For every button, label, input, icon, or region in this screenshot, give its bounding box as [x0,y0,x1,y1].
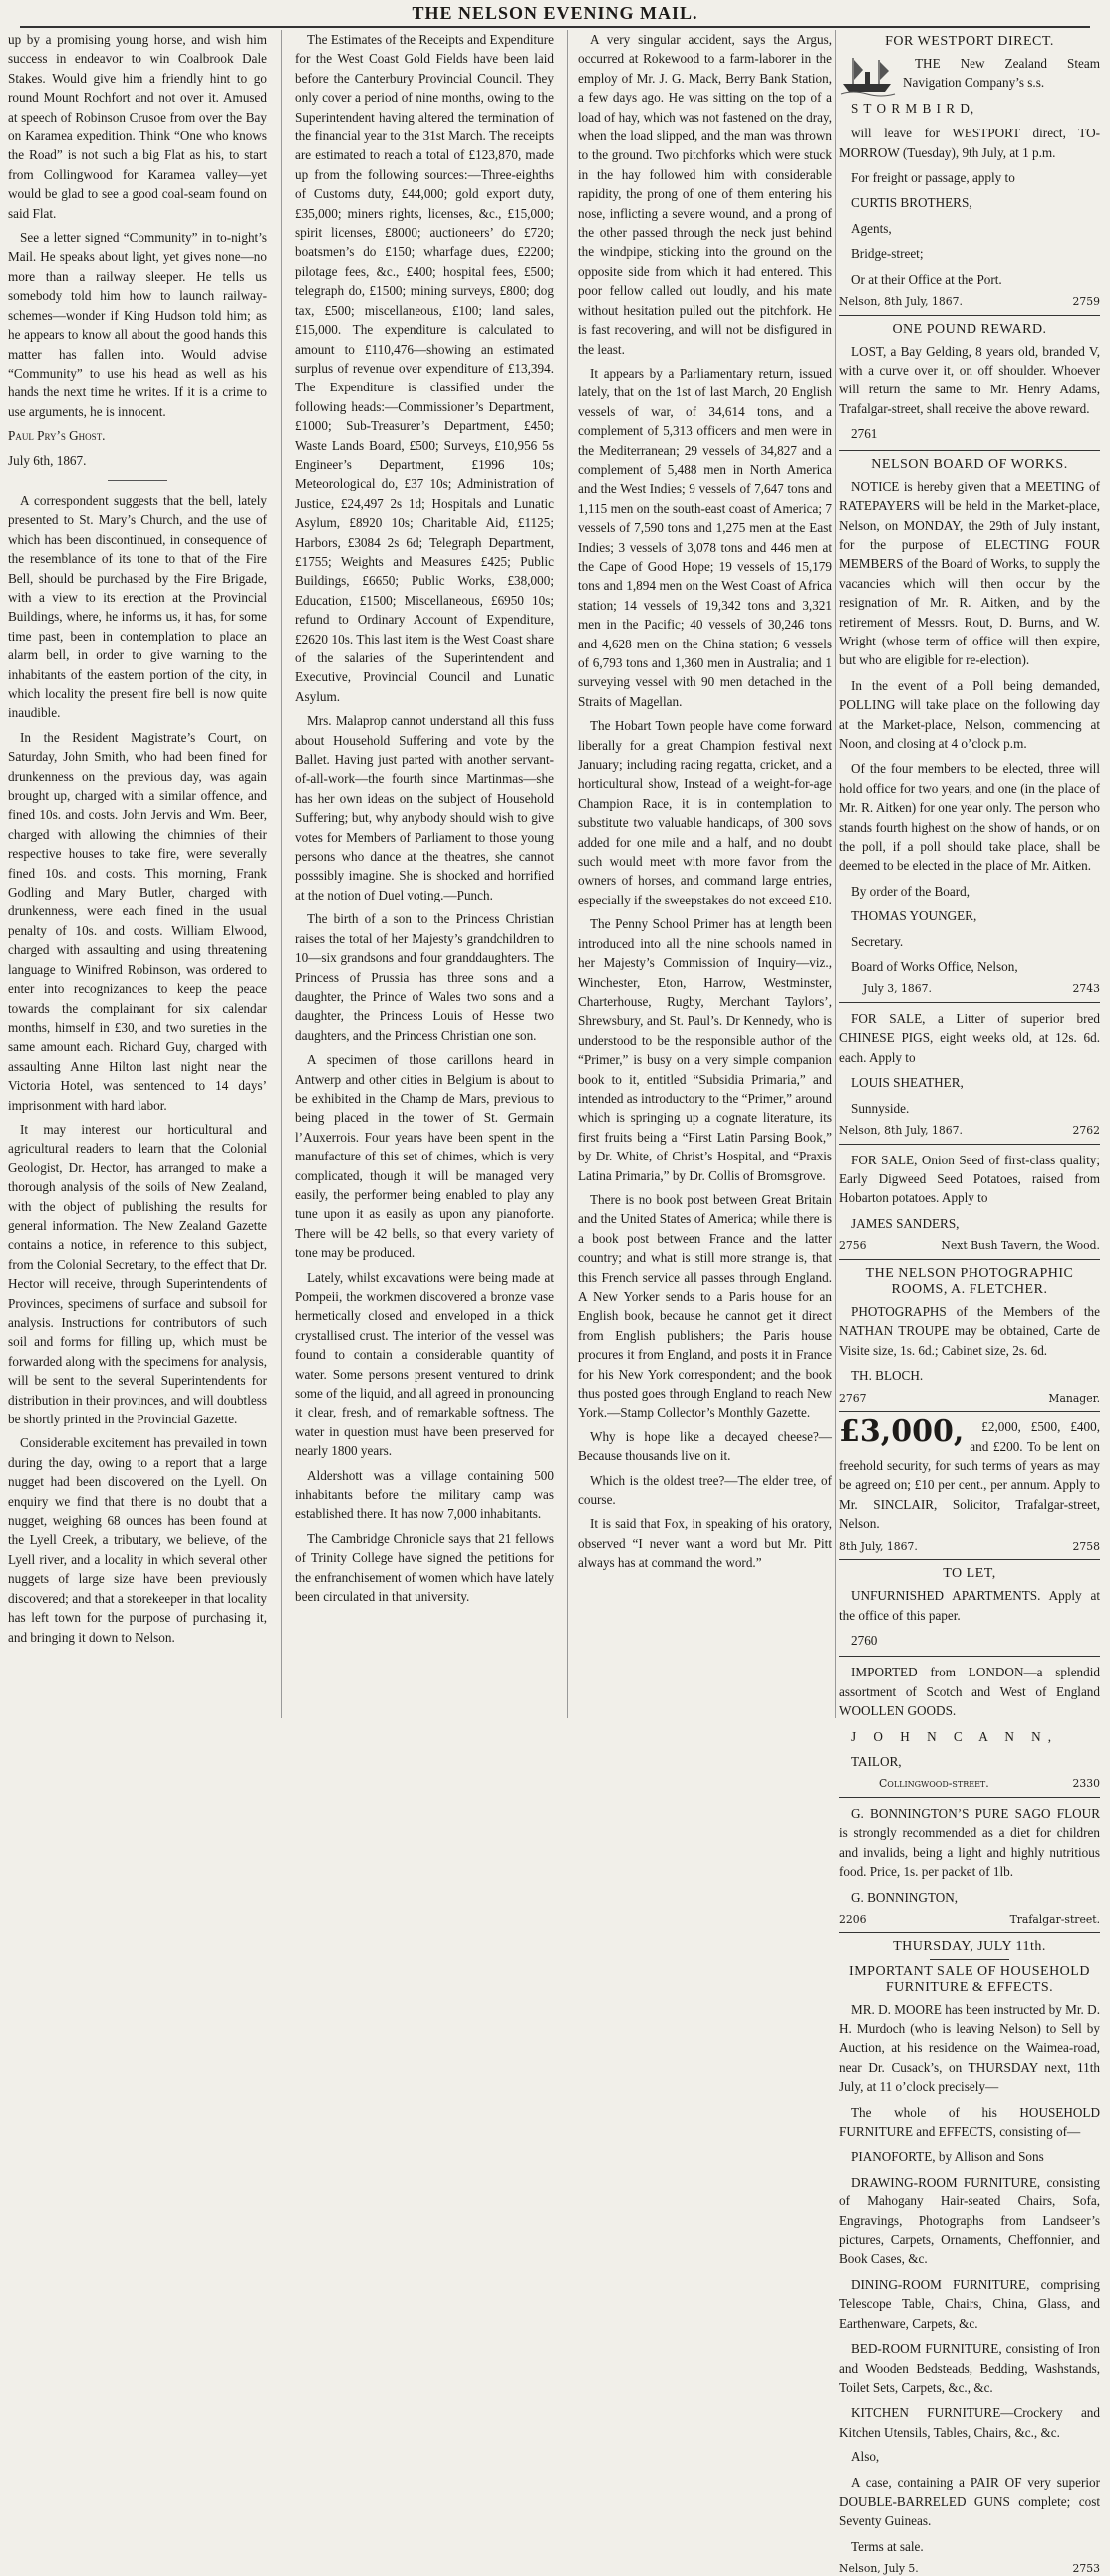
article-paragraph: Aldershott was a village containing 500 inhabitants before the military camp was established there. It has now 7,000 inhabitants. [295,1467,554,1522]
ad-board-of-works [839,457,1100,996]
ad-number: 2743 [1072,982,1100,996]
ad-date: Nelson, 8th July, 1867. [839,295,963,309]
ad-title: ONE POUND REWARD. [892,321,1047,337]
ad-footer [839,982,1100,996]
ad-number: 2756 [839,1239,867,1253]
ad-title: THE NELSON PHOTOGRAPHIC ROOMS, A. FLETCHER. [865,1265,1074,1297]
masthead [0,0,1110,26]
ad-text: UNFURNISHED APARTMENTS. Apply at the office of this paper. [839,1588,1100,1623]
ad-john-cann [839,1663,1100,1791]
ad-date-heading: THURSDAY, JULY 11th. [893,1938,1046,1954]
ad-divider [839,1559,1100,1560]
ad-sago-flour [839,1804,1100,1927]
ad-title: TO LET, [943,1566,996,1582]
ad-signatory: G. BONNINGTON, [851,1889,959,1905]
ad-text: G. BONNINGTON’S PURE SAGO FLOUR is strongly recommended as a diet for children and invalids, being a light and highly nutritious food. Price, 1s. per packet of 1lb. [839,1805,1100,1880]
ad-text: The whole of his HOUSEHOLD FURNITURE and EFFECTS, consisting of— [839,2104,1100,2140]
article-paragraph: A very singular accident, says the Argus, occurred at Rokewood to a farm-laborer in the employ of Mr. J. G. Mack, Berry Bank Station, a few days ago. He was sitting on the top of a load of hay, which was not fastened on the dray, when the load slipped, and the man was thrown to the ground. Two pitchforks which were stuck in the hay followed him with considerable rapidity, the prong of one of them entering his nose, inflicting a severe wound, and a prong of the other passed through the neck just behind the windpipe, sticking into the ground on the opposite side from which it had entered. This poor fellow called out loudly, and his mate without hesitation pulled out the pitchfork. He is fast recovering, and will not be disfigured in the least. [578,32,832,357]
article-divider [108,480,167,481]
ad-list-item: DINING-ROOM FURNITURE, comprising Telescope Table, Chairs, China, Glass, and Earthenware, Carpets, &c. [839,2276,1100,2331]
article-paragraph: The Penny School Primer has at length been introduced into all the nine schools named in her Majesty’s Commission of Inquiry—viz., Winchester, Eton, Harrow, Westminster, Charterhouse, Rugby, Merchant Taylors’, Shrewsbury, and St. Paul’s. Dr Kennedy, who is understood to be the responsible author of the “Primer,” is busy on a very simple companion book to it, entitled “Subsidia Primaria,” and intended as introductory to the “Primer,” around which is springing up a cognate literature, its first fruits being a “First Latin Parsing Book,” by Dr. White, of Christ’s Hospital, and “Praxis Latina Primaria,” by Dr. Collis of Bromsgrove. [578,916,832,1183]
ad-signatory: J O H N C A N N, [851,1728,1058,1744]
ad-text: Collingwood-street. [879,1777,989,1791]
ad-signatory: LOUIS SHEATHER, [851,1075,964,1091]
masthead-rule [20,26,1090,28]
ad-divider [839,1259,1100,1260]
ad-text: PHOTOGRAPHS of the Members of the NATHAN TROUPE may be obtained, Carte de Visite size, 1s. 6d.; Cabinet size, 2s. 6d. [839,1303,1100,1358]
advertisements-column [839,30,1100,2576]
ad-footer [839,1124,1100,1138]
ad-footer [839,1239,1100,1253]
ad-date: Nelson, 8th July, 1867. [839,1124,963,1138]
ad-text: For freight or passage, apply to [851,170,1015,186]
column-1 [8,30,267,1718]
letter-date: July 6th, 1867. [8,452,87,468]
ad-text: Terms at sale. [851,2538,924,2554]
article-paragraph: Mrs. Malaprop cannot understand all this fuss about Household Suffering and vote by the Ballet. Having just parted with another servant-of-all-work—the fourth since Martinmas—she has her own ideas on the subject of Household Suffering; but, why anybody should wish to give votes for Members of Parliament to those young persons who dance at the theatres, she cannot posssibly imagine. She is shocked and horrified at the notion of Duel voting.—Punch. [295,713,554,902]
ad-title: NELSON BOARD OF WORKS. [871,456,1068,472]
column-divider [567,30,568,1718]
ad-divider [839,315,1100,316]
ad-divider [839,1932,1100,1933]
ad-onion-seed [839,1151,1100,1253]
article-paragraph: Which is the oldest tree?—The elder tree, of course. [578,1472,832,1508]
ad-pigs [839,1009,1100,1138]
ship-name: S T O R M B I R D, [851,100,975,116]
ad-text: Board of Works Office, Nelson, [851,959,1018,975]
article-paragraph: It appears by a Parliamentary return, issued lately, that on the 1st of last March, 20 English vessels of war, of 34,614 tons, and a complement of 5,313 officers and men were in the Mediterranean; 29 vessels of 34,827 and a complement of 5,488 men in North America and the West Indies; 9 vessels of 7,647 tons and 1,115 men on the south-east coast of America; 7 vessels of 7,590 tons and 1,275 men at the East Indies; 3 vessels of 3,078 tons and 446 men at the Cape of Good Hope; 19 vessels of 15,179 tons and 1,894 men on the West Coast of Africa station; 14 vessels of 19,342 tons and 3,321 men in the Pacific; 40 vessels of 30,246 tons and 4,628 men on the China station; 6 vessels of 6,793 tons and 1,360 men in Australia; and 1 surveying vessel with 90 men detached in the Straits of Magellan. [578,365,832,709]
ad-list-item: PIANOFORTE, by Allison and Sons [851,2149,1044,2165]
signature: Paul Pry’s Ghost. [8,428,106,444]
ad-number: 2767 [839,1391,867,1405]
ad-text: will leave for WESTPORT direct, TO-MORROW (Tuesday), 9th July, at 1 p.m. [839,126,1100,160]
ad-text: THE New Zealand Steam Navigation Company’s s.s. [903,56,1100,91]
article-paragraph: Considerable excitement has prevailed in town during the day, owing to a report that a large nugget had been discovered on the Lyell. On enquiry we find that there is no doubt that a nugget, weighing 68 ounces has been found at the Lyell Creek, a tributary, we believe, of the Lyell river, and a locality in which several other nuggets of large size have been previously discovered; and that a storekeeper in that locality has left town for the purpose of purchasing it, and bringing it down to Nelson. [8,1435,267,1645]
ad-footer [839,1540,1100,1554]
ad-text: £2,000, £500, £400, and £200. To be lent on freehold security, for such terms of years as may be agreed on; £10 per cent., per annum. Apply to Mr. SINCLAIR, Solicitor, Trafalgar-street, Nelson. [839,1419,1100,1532]
ad-text: LOST, a Bay Gelding, 8 years old, branded V, with a curve over it, on off shoulder. Whoever will return the same to Mr. Henry Adams, Trafalgar-street, shall receive the above reward. [839,343,1100,416]
ad-number: 2753 [1072,2562,1100,2576]
article-paragraph: up by a promising young horse, and wish him success in endeavor to win Coalbrook Dale Stakes. Would give him a friendly hint to go round Mount Rochfort and not over it. Amused at speech of Robinson Crusoe from over the Bay on Karamea expedition. Think “One who knows the Road” is not such a big Flat as his, to start from Collingwood for Karamea valley—yet would be glad to see a good coal-seam found on said Flat. [8,32,267,221]
ad-text: Bridge-street; [851,246,924,262]
ad-footer [839,1777,1100,1791]
ad-text: Sunnyside. [851,1100,910,1116]
ad-text: TAILOR, [851,1753,902,1769]
ad-text: Trafalgar-street. [1009,1913,1100,1926]
ad-westport [839,34,1100,309]
ad-text: FOR SALE, Onion Seed of first-class quality; Early Digweed Seed Potatoes, raised from Hobarton potatoes. Apply to [839,1152,1100,1206]
ad-text: In the event of a Poll being demanded, POLLING will take place on the following day at the Market-place, Nelson, commencing at Noon, and closing at 4 o’clock p.m. [839,677,1100,751]
ad-to-let [839,1566,1100,1650]
article-paragraph: A specimen of those carillons heard in Antwerp and other cities in Belgium is about to be exhibited in the Champ de Mars, previous to being placed in the tower of St. Germain l’Auxerrois. Four years have been spent in the manufacture of this set of chimes, which is very complicated, though it will be managed very easily, the performer being enabled to play any tune upon it as easily as upon any pianoforte. There will be 42 bells, so that every variety of tone may be produced. [295,1052,554,1261]
ad-furniture-sale [839,1939,1100,2576]
ad-footer [839,1392,1100,1406]
steamship-icon [839,54,897,96]
ad-divider [839,1144,1100,1145]
column-2 [295,30,554,1718]
article-paragraph: It may interest our horticultural and agricultural readers to learn that the Colonial Geologist, Dr. Hector, has arranged to make a thorough analysis of the soils of New Zealand, with the object of publishing the results for general information. The New Zealand Gazette contains a notice, in reference to this subject, from the Colonial Secretary, to the effect that Dr. Hector will receive, through Superintendents of Provinces, specimens of surface and subsoil for analysis. Instructions for contributors of such soil and forms for filling up, which must be forwarded along with the specimens for analysis, will be sent to the several Superintendents for distribution in their provinces, and will doubtless be shortly printed in the Provincial Gazette. [8,1121,267,1427]
article-paragraph: Why is hope like a decayed cheese?—Because thousands live on it. [578,1428,832,1464]
ad-divider [930,1959,1009,1960]
ad-number: 2761 [851,426,878,442]
article-paragraph: A correspondent suggests that the bell, lately presented to St. Mary’s Church, and the use of which has been discontinued, in consequence of the resemblance of its tone to that of the Fire Bell, should be purchased by the Fire Brigade, with a view to its erection at the Provincial Buildings, where, he informs us, it has, for some time past, been in contemplation to place an alarm bell, in order to give warning to the inhabitants of the eastern portion of the city, in which locality the present fire bell is now quite inaudible. [8,492,267,721]
ad-footer [839,1913,1100,1927]
ad-footer [839,295,1100,309]
ad-text: Or at their Office at the Port. [851,271,1002,287]
ad-date: 8th July, 1867. [839,1539,918,1553]
ad-text: Of the four members to be elected, three will hold office for two years, and one (in the place of Mr. R. Aitken) for one year only. The person who stands fourth highest on the show of hands, or on the poll, if a poll should take place, shall be deemed to be elected in the place of Mr. Aitken. [839,761,1100,874]
newspaper-title: THE NELSON EVENING MAIL. [412,3,698,23]
ad-title: FOR WESTPORT DIRECT. [885,34,1054,49]
ad-list-item: BED-ROOM FURNITURE, consisting of Iron and Wooden Bedsteads, Bedding, Washstands, Toilet Sets, Carpets, &c., &c. [839,2341,1100,2395]
ad-loan [839,1417,1100,1553]
article-paragraph: The Estimates of the Receipts and Expenditure for the West Coast Gold Fields have been laid before the Canterbury Provincial Council. They only cover a period of nine months, owing to the Superintendent having altered the termination of the financial year to the 31st March. The receipts are estimated to reach a total of £123,870, made up from the following sources:—Three-eighths of Customs duty, £44,000; gold export duty, £35,000; miners rights, licenses, &c., £15,000; spirit licenses, £8000; auctioneers’ do £720; boatsmen’s do £150; wharfage dues, £2200; pilotage fees, &c., £400; hospital fees, £500; telegraph do, £1500; mining surveys, £800; dog tax, £500; miscellaneous, £100; land sales, £15,000. The expenditure is calculated to amount to £110,476—showing an estimated surplus of revenue over expenditure of £13,394. The Expenditure is classified under the following heads:—Commissioner’s Department, £1000; Sub-Treasurer’s Department, £450; Waste Lands Board, £500; Surveys, £10,956 5s Engineer’s Department, £1996 10s; Meteorological do, £37 10s; Administration of Justice, £24,497 2s 1d; Hospitals and Lunatic Asylum, £8920 10s; Charitable Aid, £1125; Harbors, £3084 2s 6d; Telegraph Department, £1755; Weights and Measures £425; Public Buildings, £6650; Public Works, £38,000; Education, £1500; Miscellaneous, £6950 10s; refund to Ordinary Account of Expenditure, £2620 10s. This last item is the West Coast share of the salaries of the Superintendent and Executive, Provincial Council and Lunatic Asylum. [295,32,554,704]
ad-text: Next Bush Tavern, the Wood. [941,1239,1100,1253]
ad-list-item: DRAWING-ROOM FURNITURE, consisting of Mahogany Hair-seated Chairs, Sofa, Engravings, Photographs from Landseer’s pictures, Carpets, Ornaments, Cheffonnier, and Book Cases, &c. [839,2174,1100,2267]
ad-text: By order of the Board, [851,883,971,899]
ad-text: Manager. [1048,1391,1100,1405]
article-paragraph: It is said that Fox, in speaking of his oratory, observed “I never want a word but Mr. Pitt always has at command the word.” [578,1516,832,1571]
ad-signatory: TH. BLOCH. [851,1368,924,1384]
ad-divider [839,1411,1100,1412]
ad-text: Secretary. [851,933,904,949]
ad-text: IMPORTED from LONDON—a splendid assortment of Scotch and West of England WOOLLEN GOODS. [839,1665,1100,1719]
ad-divider [839,450,1100,451]
ad-number: 2330 [1072,1777,1100,1791]
ad-date: July 3, 1867. [863,982,932,996]
article-paragraph: The Cambridge Chronicle says that 21 fellows of Trinity College have signed the petitions for the enfranchisement of women which have lately been circulated in that university. [295,1530,554,1605]
ad-list-item: KITCHEN FURNITURE—Crockery and Kitchen Utensils, Tables, Chairs, &c., &c. [839,2405,1100,2440]
ad-footer [839,2562,1100,2576]
ad-divider [839,1656,1100,1657]
ad-text: Agents, [851,220,892,236]
column-divider [281,30,282,1718]
ad-date: Nelson, July 5. [839,2562,919,2576]
article-paragraph: See a letter signed “Community” in to-night’s Mail. He speaks about light, yet gives none—no more than a railway sleeper. He tells us somebody told him how to launch railway-schemes—wonder if King Hudson told him; as he appears to know all about the good hands this matter has fallen into. Would advise “Community” to use his head as well as his hands the next time he writes. If it is a crime to use arguments, he is innocent. [8,230,267,419]
ad-number: 2760 [851,1632,878,1648]
column-3 [578,30,832,1718]
ad-text: A case, containing a PAIR OF very superior DOUBLE-BARRELED GUNS complete; cost Seventy Guineas. [839,2474,1100,2529]
ad-divider [839,1797,1100,1798]
ad-number: 2762 [1072,1124,1100,1138]
ad-signatory: THOMAS YOUNGER, [851,908,977,924]
article-paragraph: Lately, whilst excavations were being made at Pompeii, the workmen discovered a bronze vase hermetically closed and enveloped in a thick crystallised crust. The interior of the vessel was found to contain a considerable quantity of water. Some persons present ventured to drink some of the liquid, and all agreed in pronouncing it clear, fresh, and of remarkable softness. The water in question must have been preserved for nearly 1800 years. [295,1269,554,1459]
ad-signatory: JAMES SANDERS, [851,1215,960,1231]
ad-text: FOR SALE, a Litter of superior bred CHINESE PIGS, eight weeks old, at 12s. 6d. each. Apply to [839,1011,1100,1065]
article-paragraph: The Hobart Town people have come forward liberally for a great Champion festival next January; including racing regatta, cricket, and a horticultural show, Instead of a weight-for-age Champion Race, it is in contemplation to substitute two valuable handicaps, of 300 sovs added for one mile and a half, and no doubt such would meet with more favor from the owners of horses, and command large entries, especially if the sweepstakes do not exceed £10. [578,718,832,907]
article-paragraph: In the Resident Magistrate’s Court, on Saturday, John Smith, who had been fined for drunkenness on the previous day, was again brought up, charged with a similar offence, and fined 10s. and costs. John Jervis and Wm. Beer, charged with allowing the chimnies of their respective houses to take fire, were severally fined 10s. and costs. This morning, Frank Godling and Mary Butler, charged with drunkenness, were each fined in the usual penalty of 10s. and costs. William Elwood, charged with assaulting and using threatening language to Winifred Robinson, was ordered to enter into recognizances to keep the peace towards the complainant for six calendar months, himself in £30, and two sureties in the same amount each. Richard Guy, charged with assaulting Anne Hilton last night near the Victoria Hotel, was sentenced to 14 days’ imprisonment with hard labor. [8,729,267,1113]
loan-amount: £3,000, [839,1415,965,1450]
ad-text: MR. D. MOORE has been instructed by Mr. D. H. Murdoch (who is leaving Nelson) to Sell by Auction, at his residence on the Waimea-road, near Dr. Cusack’s, on THURSDAY next, 11th July, at 11 o’clock precisely— [839,2001,1100,2095]
article-paragraph: There is no book post between Great Britain and the United States of America; while there is a book post between France and the latter country; and what is still more strange is, that this French service all passes through England. A New Yorker sends to a Paris house for an English book, because he cannot get it direct from English publishers; the Paris house procures it from England, and posts it in France for his New York correspondent; and the book thus posted goes through England to reach New York.—Stamp Collector’s Monthly Gazette. [578,1191,832,1420]
ad-divider [839,1002,1100,1003]
ad-text: NOTICE is hereby given that a MEETING of RATEPAYERS will be held in the Market-place, Nelson, on MONDAY, the 29th of July instant, for the purpose of ELECTING FOUR MEMBERS of the Board of Works, to supply the vacancies which will then occur by the resignation of Mr. R. Aitken, and by the retirement of Messrs. Rout, D. Burns, and W. Wright (whose term of office will then expire, but who are eligible for re-election). [839,478,1100,668]
ad-agent: CURTIS BROTHERS, [851,195,972,211]
article-paragraph: The birth of a son to the Princess Christian raises the total of her Majesty’s grandchildren to 10—six grandsons and four granddaughters. The Princess of Prussia has three sons and a daughter, the Prince of Wales two sons and a daughter, the Princess Louis of Hesse two daughters, and the Princess Christian one son. [295,911,554,1043]
ad-text: Also, [851,2449,880,2465]
ad-number: 2759 [1072,295,1100,309]
ad-photographic-rooms [839,1266,1100,1405]
ad-title: IMPORTANT SALE OF HOUSEHOLD FURNITURE & EFFECTS. [849,1963,1090,1995]
ad-number: 2206 [839,1913,867,1926]
ad-number: 2758 [1072,1539,1100,1553]
column-divider [835,30,836,1718]
ad-reward [839,322,1100,444]
